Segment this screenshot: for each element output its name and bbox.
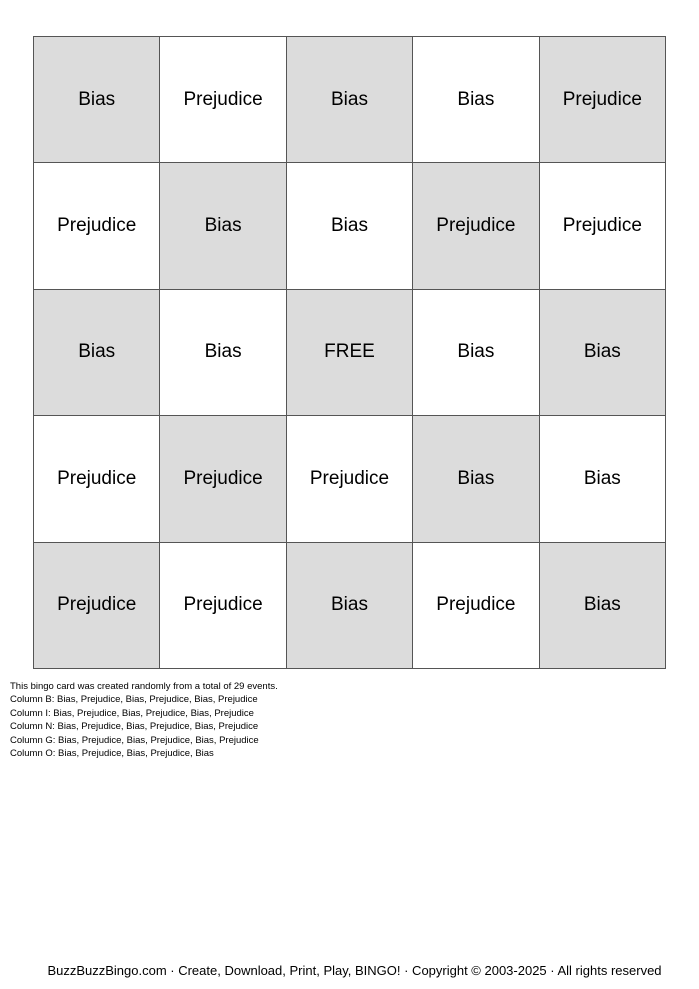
card-notes <box>10 680 278 760</box>
page-footer: BuzzBuzzBingo.com · Create, Download, Print, Play, BINGO! · Copyright © 2003-2025 · All rights reserved <box>47 963 662 978</box>
bingo-cell: Prejudice <box>540 37 666 163</box>
bingo-cell: Bias <box>540 416 666 542</box>
bingo-cell: Prejudice <box>34 543 160 669</box>
notes-column-i: Column I: Bias, Prejudice, Bias, Prejudice, Bias, Prejudice <box>10 707 254 719</box>
bingo-cell: Prejudice <box>160 416 286 542</box>
bingo-cell: Bias <box>160 163 286 289</box>
notes-column-n: Column N: Bias, Prejudice, Bias, Prejudice, Bias, Prejudice <box>10 721 259 733</box>
notes-column-b: Column B: Bias, Prejudice, Bias, Prejudice, Bias, Prejudice <box>10 694 258 706</box>
bingo-card <box>33 36 666 669</box>
bingo-cell: Bias <box>540 543 666 669</box>
bingo-cell: Prejudice <box>34 163 160 289</box>
bingo-free-cell: FREE <box>287 290 413 416</box>
notes-summary: This bingo card was created randomly from a total of 29 events. <box>10 681 278 692</box>
notes-column-g: Column G: Bias, Prejudice, Bias, Prejudice, Bias, Prejudice <box>10 734 259 746</box>
bingo-cell: Bias <box>540 290 666 416</box>
bingo-cell: Prejudice <box>413 543 539 669</box>
bingo-cell: Bias <box>34 290 160 416</box>
bingo-cell: Prejudice <box>413 163 539 289</box>
bingo-cell: Bias <box>287 37 413 163</box>
bingo-cell: Prejudice <box>34 416 160 542</box>
bingo-cell: Prejudice <box>160 37 286 163</box>
bingo-cell: Bias <box>413 416 539 542</box>
bingo-cell: Prejudice <box>540 163 666 289</box>
bingo-cell: Bias <box>287 543 413 669</box>
bingo-cell: Bias <box>413 290 539 416</box>
bingo-cell: Prejudice <box>287 416 413 542</box>
bingo-cell: Bias <box>160 290 286 416</box>
bingo-cell: Bias <box>287 163 413 289</box>
bingo-cell: Prejudice <box>160 543 286 669</box>
bingo-cell: Bias <box>34 37 160 163</box>
bingo-cell: Bias <box>413 37 539 163</box>
notes-column-o: Column O: Bias, Prejudice, Bias, Prejudice, Bias <box>10 748 214 760</box>
